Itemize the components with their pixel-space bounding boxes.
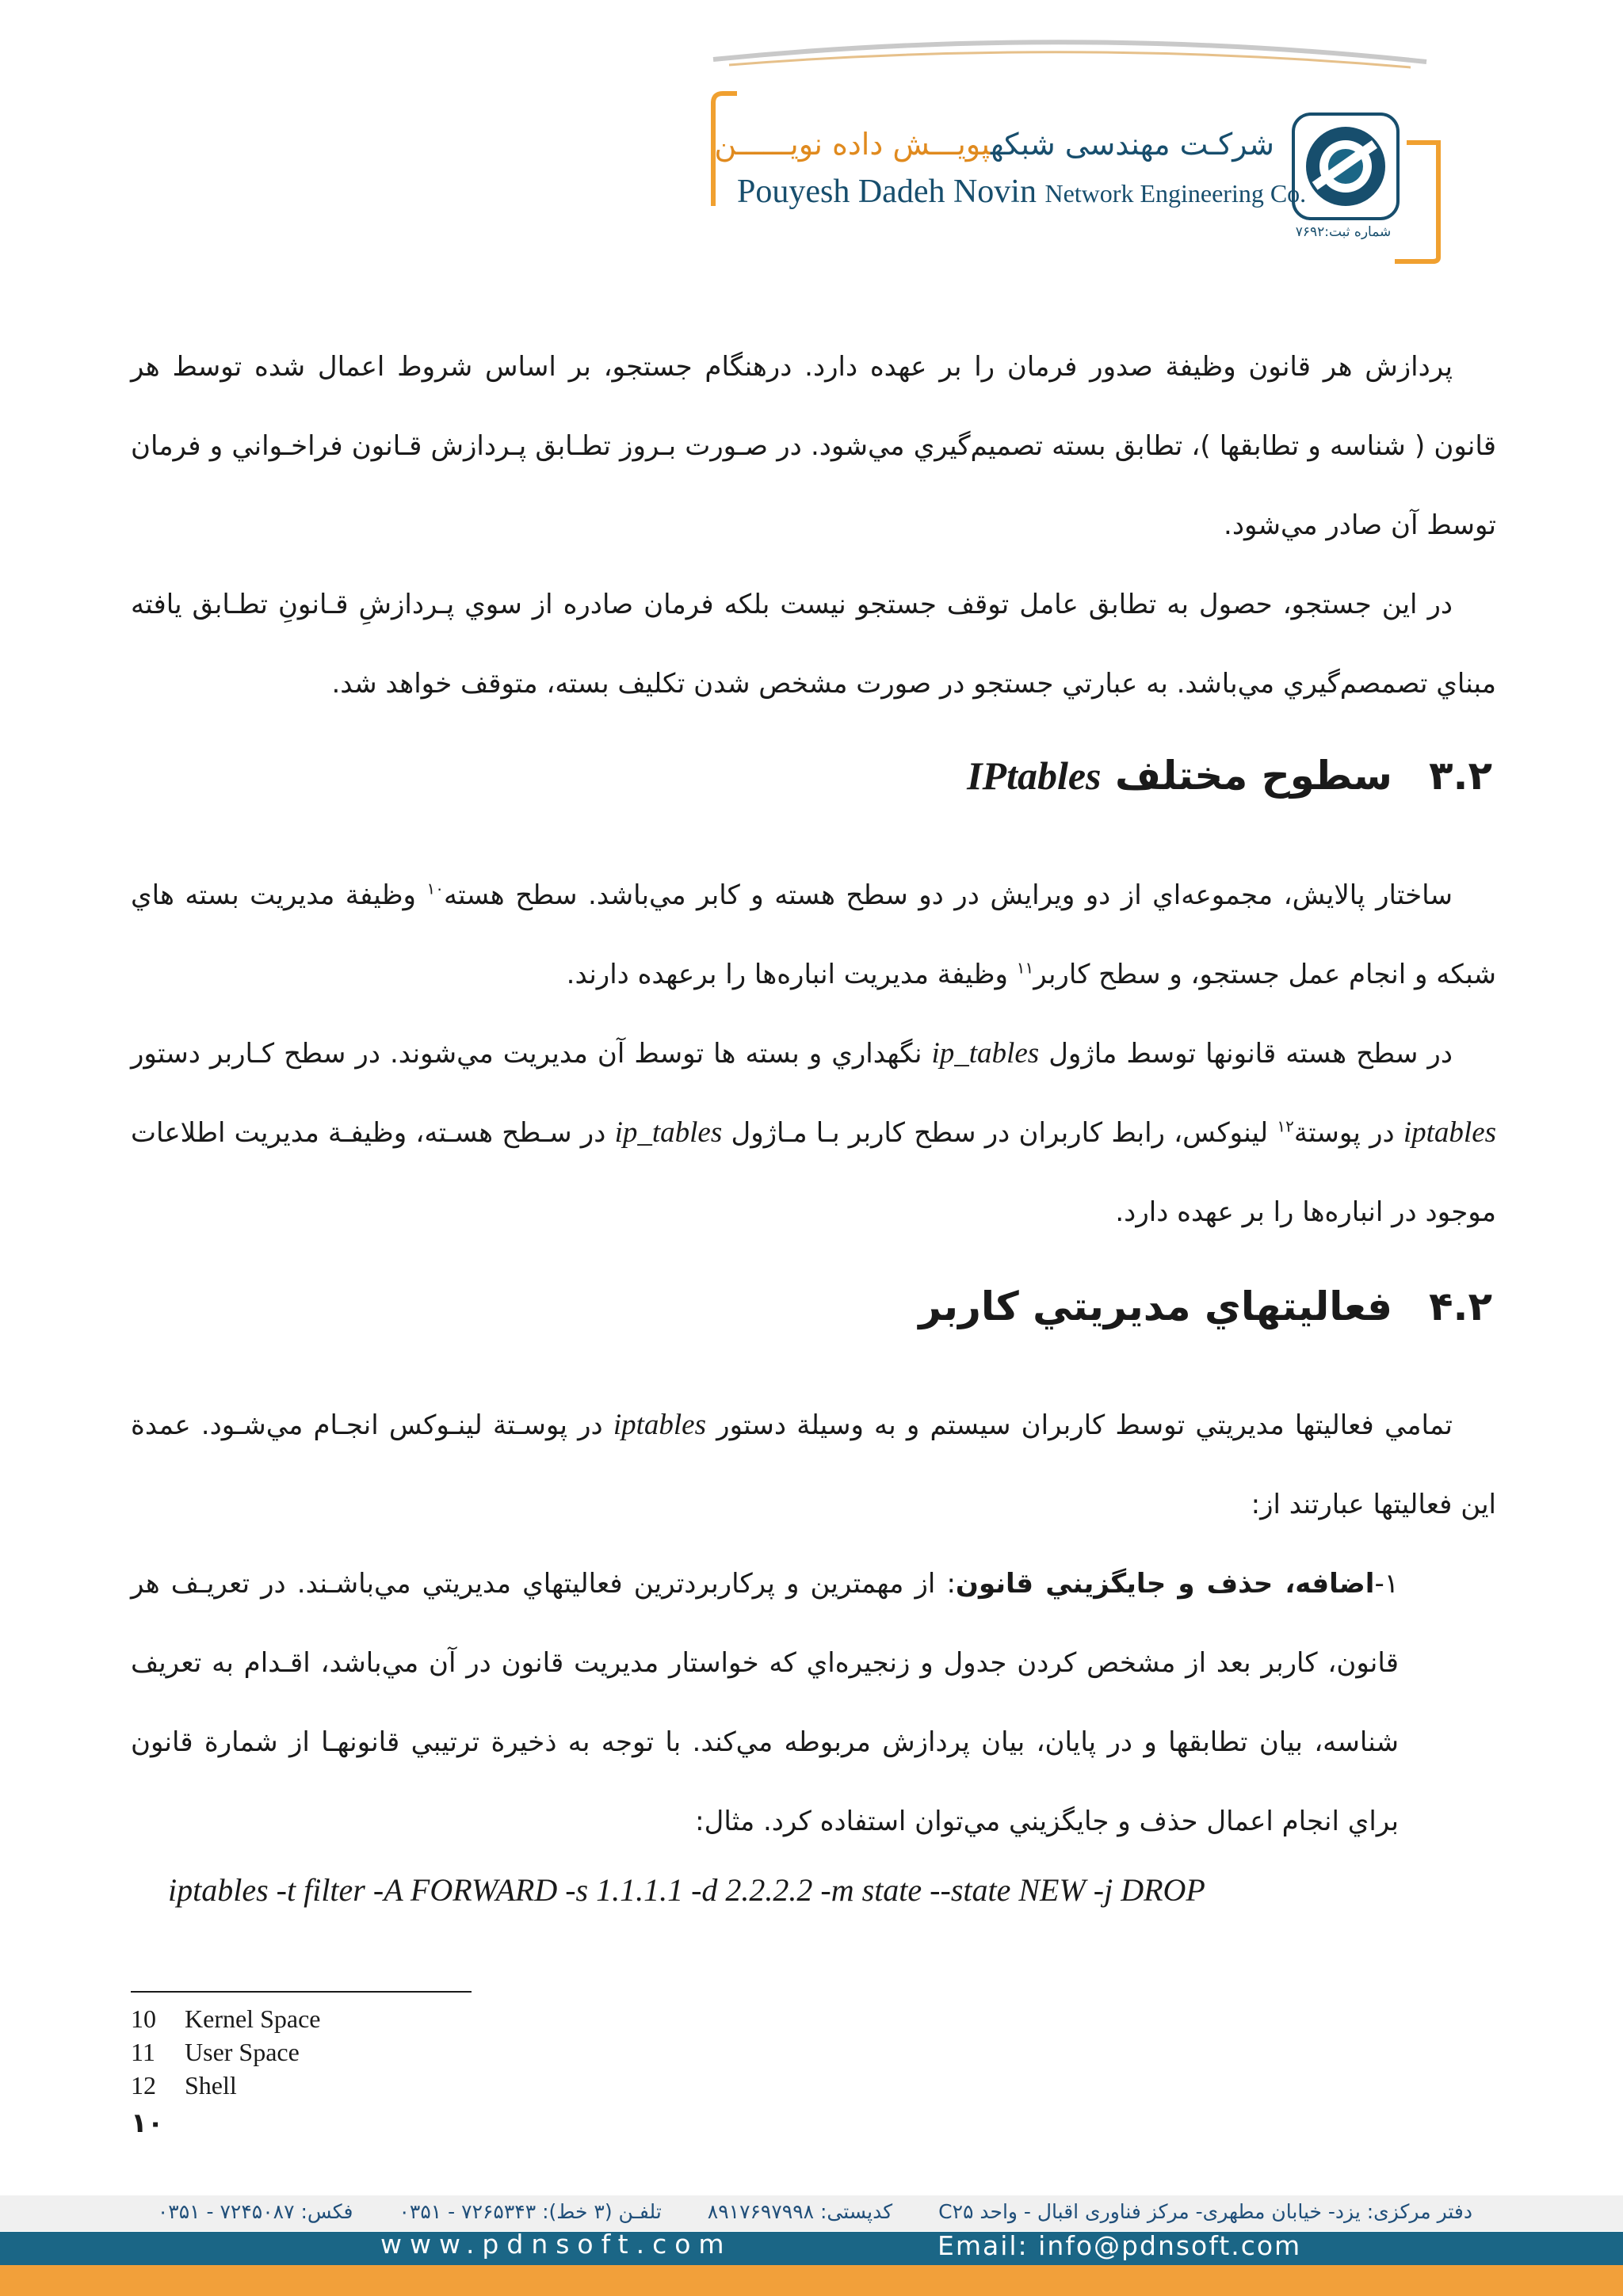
- company-logo: [1290, 111, 1401, 222]
- footnote-divider: [131, 1991, 472, 1993]
- list-item-title: اضافه، حذف و جايگزيني قانون: [955, 1568, 1375, 1600]
- registration-number: شماره ثبت:۷۶۹۲: [1295, 224, 1392, 240]
- section-title: فعاليتهاي مديريتي كاربر: [918, 1283, 1392, 1329]
- footnote: 11 User Space: [131, 2038, 300, 2066]
- footnote-ref-10: ۱۰: [426, 879, 444, 898]
- footnote-ref-11: ۱۱: [1016, 958, 1034, 978]
- footer-accent-band: [0, 2265, 1623, 2296]
- company-suffix-english: Network Engineering Co.: [1044, 179, 1307, 208]
- logo-emblem-icon: [1290, 111, 1401, 222]
- section-heading-4-2: [918, 1283, 1492, 1329]
- footnote-ref-12: ۱۲: [1277, 1116, 1294, 1136]
- section-number: ۳.۲: [1428, 753, 1492, 799]
- section-title-latin: IPtables: [967, 753, 1102, 798]
- list-item-add-delete-replace: ۱-اضافه، حذف و جايگزيني قانون: از مهمترين و پركاربردترين فعاليتهاي مديريتي مي‌باشـند. در تعريـف هر قانون، كاربر بعد از مشخص كردن جدول و زنجيره‌اي كه خواستار مديريت قانون در آن مي‌باشد، اقـدام به تعريف شناسه، بيان تطابقها و در پايان، بيان پردازش مربوطه مي‌كند. با توجه به ذخيرة ترتيبي قانونهـا از شمارة قانون براي انجام اعمال حذف و جايگزيني مي‌توان استفاده كرد. مثال:: [131, 1568, 1399, 1837]
- command-name: iptables: [1403, 1116, 1497, 1149]
- section-heading-3-2: [967, 753, 1492, 799]
- footer-website-link[interactable]: www.pdnsoft.com: [380, 2229, 732, 2260]
- footer-fax: فکس: ۷۲۴۵۰۸۷ - ۰۳۵۱: [157, 2200, 353, 2223]
- command-name: iptables: [613, 1409, 706, 1441]
- header-swoosh: [697, 32, 1442, 79]
- page-number: ۱۰: [131, 2107, 164, 2139]
- section-title: سطوح مختلف: [1114, 753, 1392, 799]
- module-name: ip_tables: [614, 1116, 723, 1149]
- paragraph-rule-processing: پردازش هر قانون وظيفة صدور فرمان را بر عهده دارد. درهنگام جستجو، بر اساس شروط اعمال شده توسط هر قانون ( شناسه و تطابقها )، تطابق بسته تصميم‌گيري مي‌شود. در صـورت بـروز تطـابق پـردازش قـانون فراخـواني و فرمان توسط آن صادر مي‌شود.: [131, 351, 1496, 541]
- footnote: 12 Shell: [131, 2071, 237, 2100]
- section-number: ۴.۲: [1428, 1283, 1492, 1329]
- company-name-english: [737, 173, 1306, 211]
- paragraph-admin-activities: تمامي فعاليتها مديريتي توسط كاربران سيستم و به وسيلة دستور iptables در پوسـتة لينـوكس انجـام مي‌شـود. عمدة اين فعاليتها عبارتند از:: [131, 1409, 1496, 1520]
- footnote: 10 Kernel Space: [131, 2004, 321, 2033]
- company-name-persian: شرکـت مهندسی شبکهپویـــش داده نویــــــن: [714, 127, 1274, 162]
- footer-email-link[interactable]: Email: info@pdnsoft.com: [938, 2230, 1302, 2261]
- company-brand-english: Pouyesh Dadeh Novin: [737, 174, 1037, 210]
- list-item-number: ۱-: [1374, 1568, 1399, 1600]
- company-brand-persian: پویـــش داده نویــــــن: [714, 127, 991, 162]
- module-name: ip_tables: [931, 1037, 1040, 1070]
- footer-band: [0, 2232, 1623, 2265]
- footer-address: دفتر مرکزی: یزد- خیابان مطهری- مرکز فناوری اقبال - واحد C۲۵: [938, 2200, 1472, 2223]
- footer-phone: تلفـن (۳ خط): ۷۲۶۵۳۴۳ - ۰۳۵۱: [399, 2200, 662, 2223]
- footer-postal: کدپستی: ۸۹۱۷۶۹۷۹۹۸: [707, 2200, 893, 2223]
- footer-contact-line: [112, 2200, 1472, 2223]
- paragraph-search-stop: در اين جستجو، حصول به تطابق عامل توقف جستجو نيست بلكه فرمان صادره از سوي پـردازشِ قـانونِ تطـابق يافته مبناي تصمصم‌گيري مي‌باشد. به عبارتي جستجو در صورت مشخص شدن تكليف بسته، متوقف خواهد شد.: [131, 589, 1496, 700]
- paragraph-filter-structure: ساختار پالايش، مجموعه‌اي از دو ويرايش در دو سطح هسته و كابر مي‌باشد. سطح هسته$^{۱۰}$ وظيفة مديريت بسته هاي شبكه و انجام عمل جستجو، و سطح كاربر$^{۱۱}$ وظيفة مديريت انباره‌ها را برعهده دارند.: [131, 879, 1496, 990]
- paragraph-kernel-level: در سطح هسته قانونها توسط ماژول ip_tables نگهداري و بسته ها توسط آن مديريت مي‌شوند. در سطح كـاربر دستور iptables در پوستة$^{۱۲}$ لينوكس، رابط كاربران در سطح كاربر بـا مـاژول ip_tables در سـطح هسـته، وظيفـة مديريت اطلاعات موجود در انباره‌ها را بر عهده دارد.: [131, 1037, 1497, 1228]
- command-example: iptables -t filter -A FORWARD -s 1.1.1.1 -d 2.2.2.2 -m state --state NEW -j DROP: [168, 1872, 1205, 1908]
